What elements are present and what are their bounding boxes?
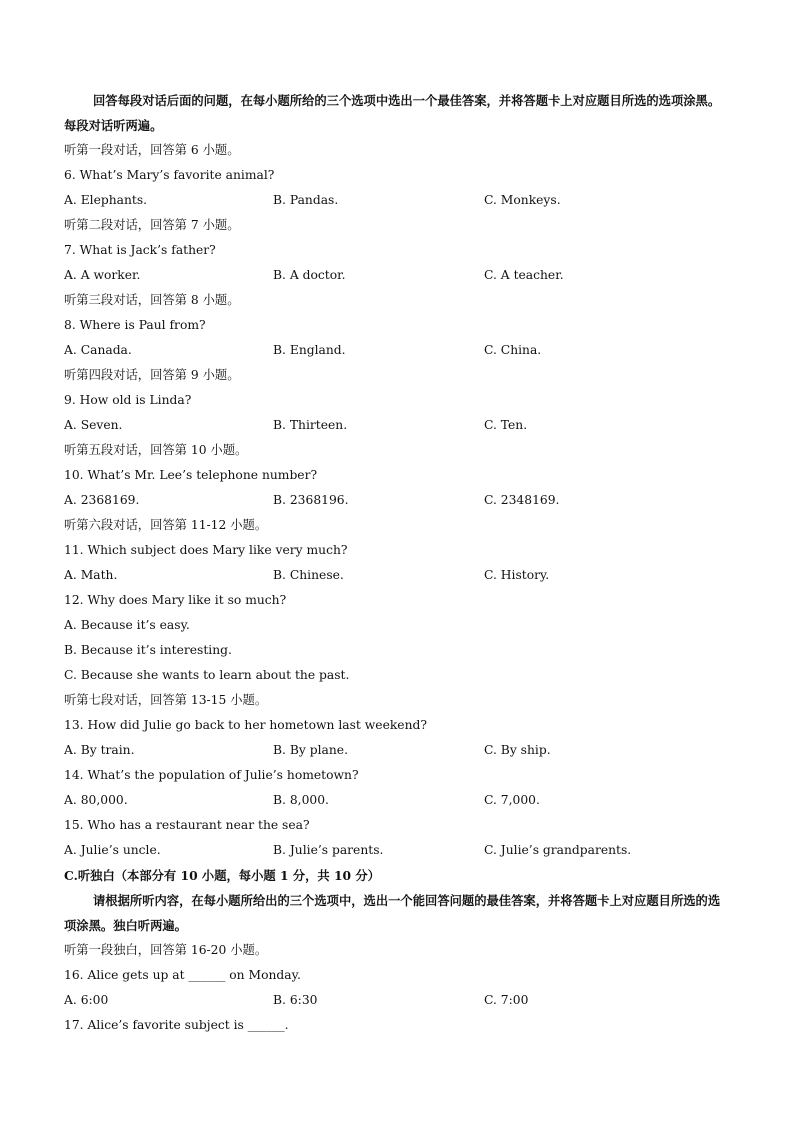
question-12: 12. Why does Mary like it so much? [64, 593, 287, 607]
option-c: C. By ship. [484, 743, 551, 757]
dialog-2-header: 听第二段对话，回答第 7 小题。 [64, 218, 240, 232]
question-16: 16. Alice gets up at ______ on Monday. [64, 968, 301, 982]
question-11: 11. Which subject does Mary like very much? [64, 543, 348, 557]
option-b: B. Chinese. [273, 568, 344, 582]
question-15: 15. Who has a restaurant near the sea? [64, 818, 310, 832]
question-8: 8. Where is Paul from? [64, 318, 206, 332]
option-a: A. Canada. [64, 343, 132, 357]
question-17: 17. Alice’s favorite subject is ______. [64, 1018, 289, 1032]
option-a: A. Seven. [64, 418, 123, 432]
option-b: B. By plane. [273, 743, 348, 757]
option-a: A. Julie’s uncle. [64, 843, 161, 857]
question-7-options [64, 263, 726, 288]
question-11-options [64, 563, 726, 588]
question-9-options [64, 413, 726, 438]
question-6: 6. What’s Mary’s favorite animal? [64, 168, 275, 182]
option-a: A. 2368169. [64, 493, 140, 507]
option-c: C. 7,000. [484, 793, 540, 807]
dialog-7-header: 听第七段对话，回答第 13-15 小题。 [64, 693, 268, 707]
question-8-options [64, 338, 726, 363]
option-b: B. 6:30 [273, 993, 318, 1007]
option-a: A. Math. [64, 568, 118, 582]
option-c: C. China. [484, 343, 542, 357]
question-14-options [64, 788, 726, 813]
question-7: 7. What is Jack’s father? [64, 243, 216, 257]
question-13-options [64, 738, 726, 763]
document-page [64, 88, 726, 1038]
dialog-4-header: 听第四段对话，回答第 9 小题。 [64, 368, 240, 382]
section-b-instructions: 回答每段对话后面的问题，在每小题所给的三个选项中选出一个最佳答案，并将答题卡上对应题目所选的选项涂黑。每段对话听两遍。 [64, 93, 721, 133]
dialog-3-header: 听第三段对话，回答第 8 小题。 [64, 293, 240, 307]
option-b: B. Julie’s parents. [273, 843, 384, 857]
option-a: A. By train. [64, 743, 135, 757]
option-a: A. Because it’s easy. [64, 618, 190, 632]
option-b: B. 8,000. [273, 793, 329, 807]
dialog-6-header: 听第六段对话，回答第 11-12 小题。 [64, 518, 268, 532]
question-15-options [64, 838, 726, 863]
option-c: C. Monkeys. [484, 193, 561, 207]
question-13: 13. How did Julie go back to her hometown last weekend? [64, 718, 427, 732]
option-a: A. Elephants. [64, 193, 148, 207]
question-9: 9. How old is Linda? [64, 393, 192, 407]
question-10: 10. What’s Mr. Lee’s telephone number? [64, 468, 318, 482]
option-b: B. A doctor. [273, 268, 346, 282]
option-c: C. 7:00 [484, 993, 529, 1007]
question-14: 14. What’s the population of Julie’s hometown? [64, 768, 359, 782]
option-c: C. A teacher. [484, 268, 564, 282]
option-c: C. Julie’s grandparents. [484, 843, 632, 857]
monologue-1-header: 听第一段独白，回答第 16-20 小题。 [64, 943, 268, 957]
option-c: C. History. [484, 568, 550, 582]
question-6-options [64, 188, 726, 213]
option-a: A. A worker. [64, 268, 141, 282]
section-c-title: C.听独白（本部分有 10 小题，每小题 1 分，共 10 分） [64, 868, 380, 883]
option-c: C. 2348169. [484, 493, 560, 507]
dialog-1-header: 听第一段对话，回答第 6 小题。 [64, 143, 240, 157]
option-a: A. 80,000. [64, 793, 128, 807]
section-c-instructions: 请根据所听内容，在每小题所给出的三个选项中，选出一个能回答问题的最佳答案，并将答题卡上对应题目所选的选项涂黑。独白听两遍。 [64, 893, 721, 933]
option-c: C. Because she wants to learn about the past. [64, 668, 350, 682]
option-b: B. 2368196. [273, 493, 349, 507]
dialog-5-header: 听第五段对话，回答第 10 小题。 [64, 443, 248, 457]
option-a: A. 6:00 [64, 993, 109, 1007]
question-10-options [64, 488, 726, 513]
option-b: B. Because it’s interesting. [64, 643, 232, 657]
option-c: C. Ten. [484, 418, 528, 432]
option-b: B. England. [273, 343, 346, 357]
question-16-options [64, 988, 726, 1013]
option-b: B. Pandas. [273, 193, 339, 207]
option-b: B. Thirteen. [273, 418, 348, 432]
